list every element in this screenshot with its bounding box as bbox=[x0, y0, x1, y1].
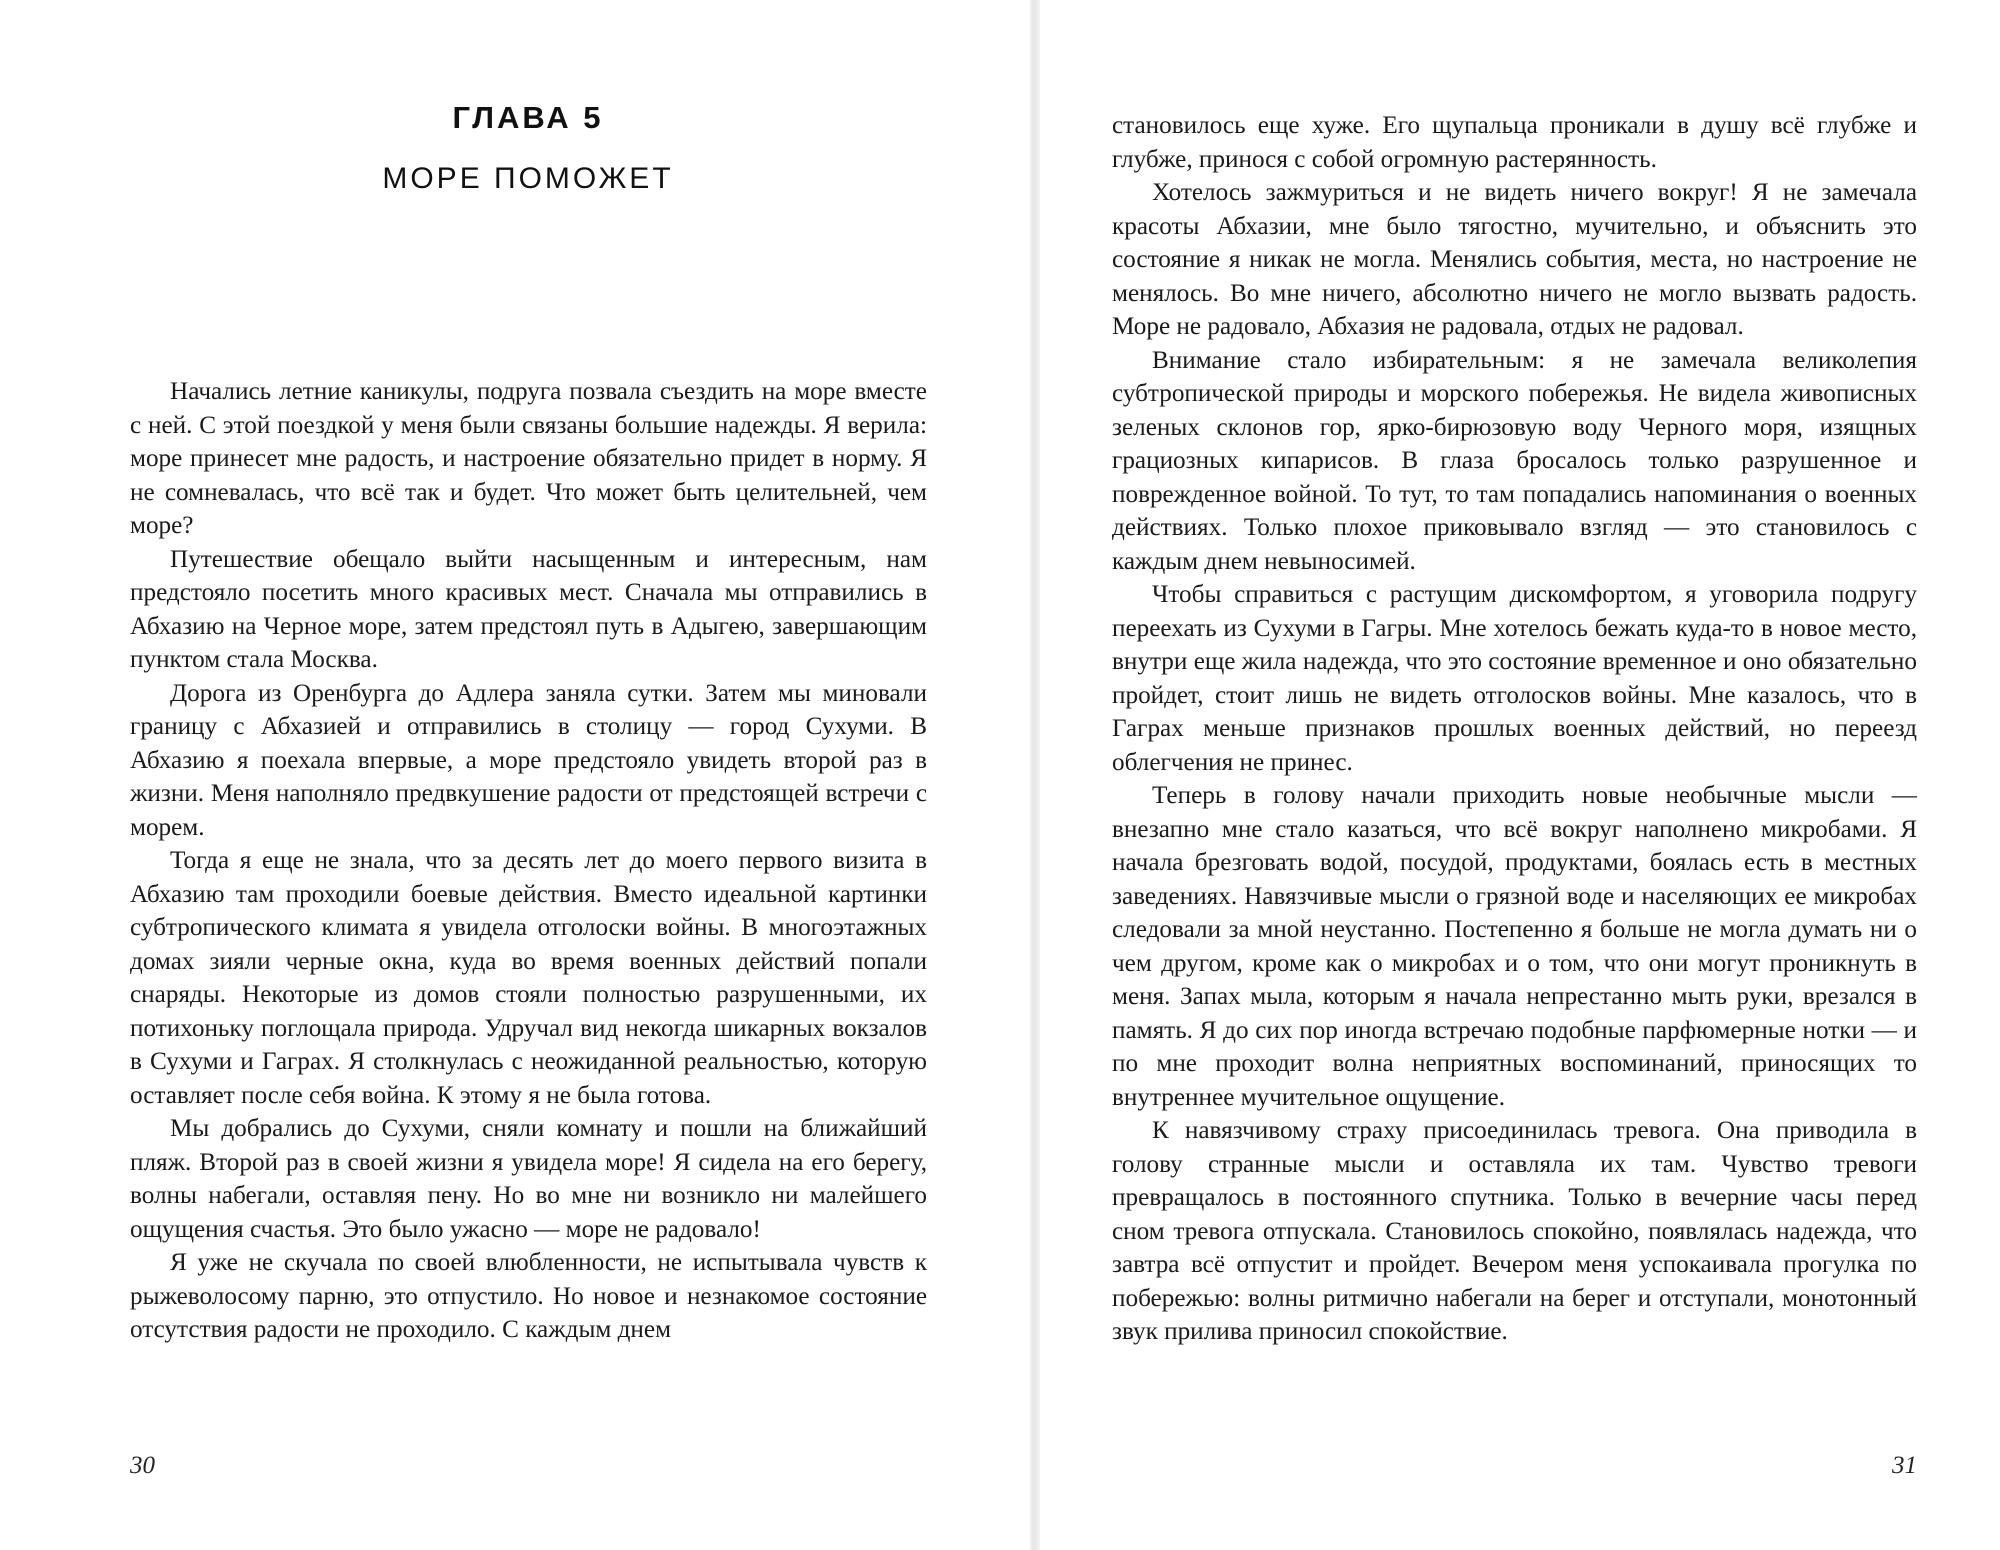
paragraph: Хотелось зажмуриться и не видеть ничего вокруг! Я не замечала красоты Абхазии, мне было тягостно, мучительно, и объяснить это состояние я никак не могла. Менялись события, места, но настроение не менялось. Во мне ничего, абсолютно ничего не могло вызвать радость. Море не радовало, Абхазия не радовала, отдых не радовал. bbox=[1112, 179, 1917, 340]
paragraph: Мы добрались до Сухуми, сняли комнату и пошли на ближайший пляж. Второй раз в своей жизни я увидела море! Я сидела на его берегу, волны набегали, оставляя пену. Но во мне ни возникло ни малейшего ощущения счастья. Это было ужасно — море не радовало! bbox=[130, 1115, 927, 1243]
page-number-left: 30 bbox=[130, 1452, 155, 1479]
paragraph: Дорога из Оренбурга до Адлера заняла сутки. Затем мы миновали границу с Абхазией и отправились в столицу — город Сухуми. В Абхазию я поехала впервые, а море предстояло увидеть второй раз в жизни. Меня наполняло предвкушение радости от предстоящей встречи с морем. bbox=[130, 679, 927, 841]
right-page-body bbox=[1112, 109, 1917, 1349]
paragraph-continued: становилось еще хуже. Его щупальца проникали в душу всё глубже и глубже, принося с собой огромную растерянность. bbox=[1112, 112, 1917, 173]
paragraph: К навязчивому страху присоединилась тревога. Она приводила в голову странные мысли и оставляла их там. Чувство тревоги превращалось в постоянного спутника. Только в вечерние часы перед сном тревога отпускала. Становилось спокойно, появлялась надежда, что завтра всё отпустит и пройдет. Вечером меня успокаивала прогулка по побережью: волны ритмично набегали на берег и отступали, монотонный звук прилива приносил спокойствие. bbox=[1112, 1117, 1917, 1345]
paragraph: Теперь в голову начали приходить новые необычные мысли — внезапно мне стало казаться, что всё вокруг наполнено микробами. Я начала брезговать водой, посудой, продуктами, боялась есть в местных заведениях. Навязчивые мысли о грязной воде и населяющих ее микробах следовали за мной неустанно. Постепенно я больше не могла думать ни о чем другом, кроме как о микробах и о том, что они могут проникнуть в меня. Запах мыла, которым я начала непрестанно мыть руки, врезался в память. Я до сих пор иногда встречаю подобные парфюмерные нотки — и по мне проходит волна неприятных воспоминаний, приносящих то внутреннее мучительное ощущение. bbox=[1112, 782, 1917, 1111]
paragraph: Чтобы справиться с растущим дискомфортом, я уговорила подругу переехать из Сухуми в Гагры. Мне хотелось бежать куда-то в новое место, внутри еще жила надежда, что это состояние временное и оно обязательно пройдет, стоит лишь не видеть отголосков войны. Мне казалось, что в Гаграх меньше признаков прошлых военных действий, но переезд облегчения не принес. bbox=[1112, 581, 1917, 776]
paragraph: Путешествие обещало выйти насыщенным и интересным, нам предстояло посетить много красивых мест. Сначала мы отправились в Абхазию на Черное море, затем предстоял путь в Адыгею, завершающим пунктом стала Москва. bbox=[130, 545, 927, 673]
paragraph: Начались летние каникулы, подруга позвала съездить на море вместе с ней. С этой поездкой у меня были связаны большие надежды. Я верила: море принесет мне радость, и настроение обязательно придет в норму. Я не сомневалась, что всё так и будет. Что может быть целительней, чем море? bbox=[130, 378, 927, 539]
book-gutter bbox=[1030, 0, 1040, 1550]
right-page bbox=[1040, 0, 2000, 1550]
paragraph: Тогда я еще не знала, что за десять лет до моего первого визита в Абхазию там проходили боевые действия. Вместо идеальной картинки субтропического климата я увидела отголоски войны. В многоэтажных домах зияли черные окна, куда во время военных действий попали снаряды. Некоторые из домов стояли полностью разрушенными, их потихоньку поглощала природа. Удручал вид некогда шикарных вокзалов в Сухуми и Гаграх. Я столкнулась с неожиданной реальностью, которую оставляет после себя война. К этому я не была готова. bbox=[130, 847, 927, 1109]
chapter-number: ГЛАВА 5 bbox=[452, 100, 604, 135]
paragraph: Внимание стало избирательным: я не замечала великолепия субтропической природы и морского побережья. Не видела живописных зеленых склонов гор, ярко-бирюзовую воду Черного моря, изящных грациозных кипарисов. В глаза бросалось только разрушенное и поврежденное войной. То тут, то там попадались напоминания о военных действиях. Только плохое приковывало взгляд — это становилось с каждым днем невыносимей. bbox=[1112, 346, 1917, 575]
paragraph: Я уже не скучала по своей влюбленности, не испытывала чувств к рыжеволосому парню, это отпустило. Но новое и незнакомое состояние отсутствия радости не проходило. С каждым днем bbox=[130, 1249, 927, 1343]
left-page-body bbox=[130, 375, 927, 1347]
page-number-right: 31 bbox=[1892, 1452, 1917, 1479]
chapter-title: МОРЕ ПОМОЖЕТ bbox=[382, 162, 674, 195]
